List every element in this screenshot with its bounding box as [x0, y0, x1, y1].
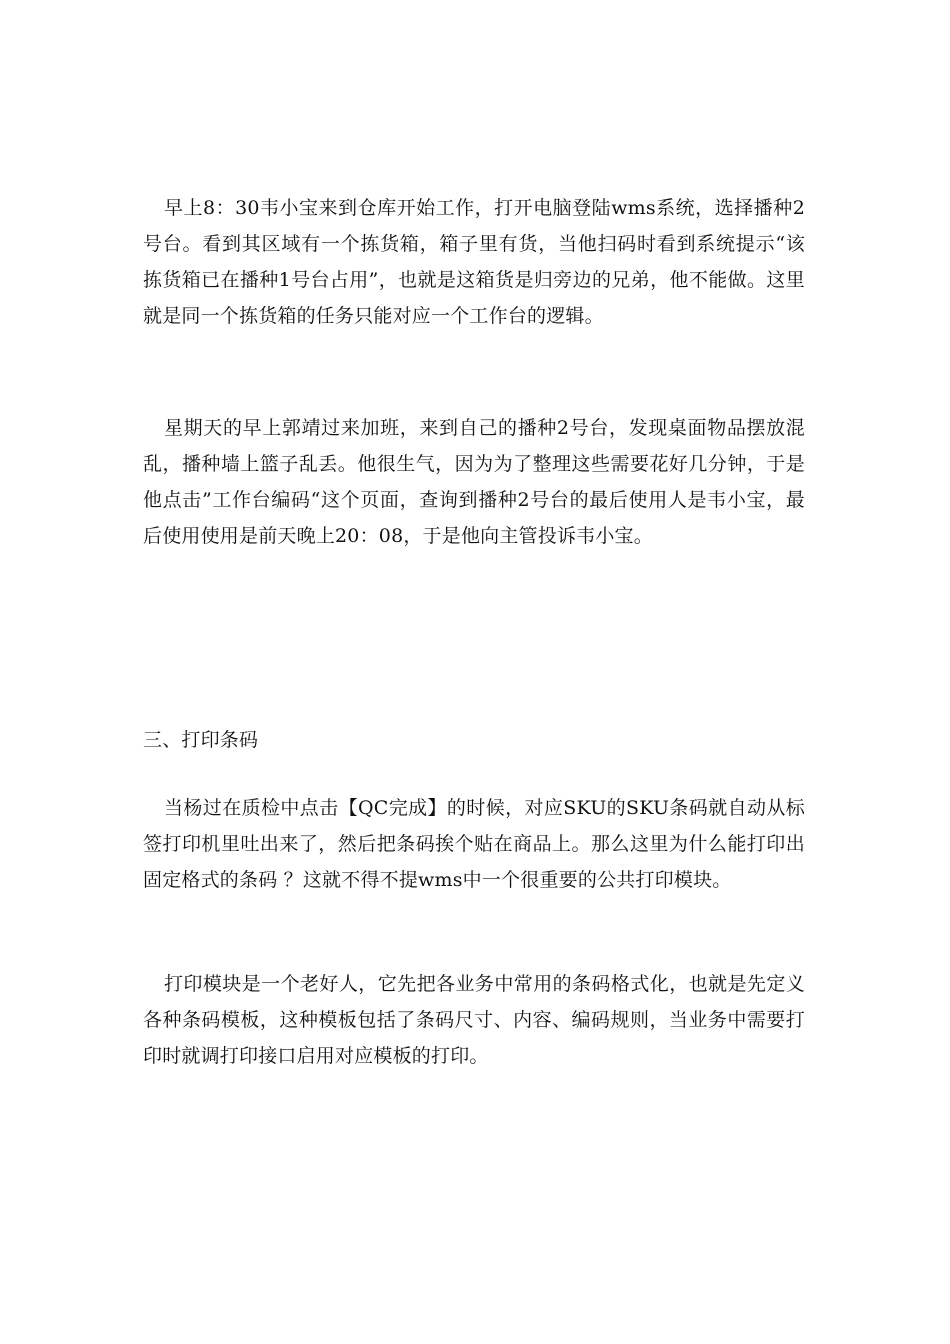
paragraph-print-module: 打印模块是一个老好人，它先把各业务中常用的条码格式化，也就是先定义各种条码模板，这种模板包括了条码尺寸、内容、编码规则，当业务中需要打印时就调打印接口启用对应模板的打印。	[143, 973, 805, 1067]
paragraph-workstation-scan: 早上8：30韦小宝来到仓库开始工作，打开电脑登陆wms系统，选择播种2号台。看到其区域有一个拣货箱，箱子里有货，当他扫码时看到系统提示“该拣货箱已在播种1号台占用”，也就是这箱货是归旁边的兄弟，他不能做。这里就是同一个拣货箱的任务只能对应一个工作台的逻辑。	[143, 197, 805, 327]
paragraph-qc-print: 当杨过在质检中点击【QC完成】的时候，对应SKU的SKU条码就自动从标签打印机里吐出来了，然后把条码挨个贴在商品上。那么这里为什么能打印出固定格式的条码 ？这就不得不提wms中一个很重要的公共打印模块。	[143, 797, 805, 891]
section-heading-print-barcode: 三、打印条码	[143, 729, 259, 751]
paragraph-workstation-complaint: 星期天的早上郭靖过来加班，来到自己的播种2号台，发现桌面物品摆放混乱，播种墙上篮子乱丢。他很生气，因为为了整理这些需要花好几分钟，于是他点击”工作台编码“这个页面，查询到播种2号台的最后使用人是韦小宝，最后使用使用是前天晚上20：08，于是他向主管投诉韦小宝。	[143, 417, 805, 547]
